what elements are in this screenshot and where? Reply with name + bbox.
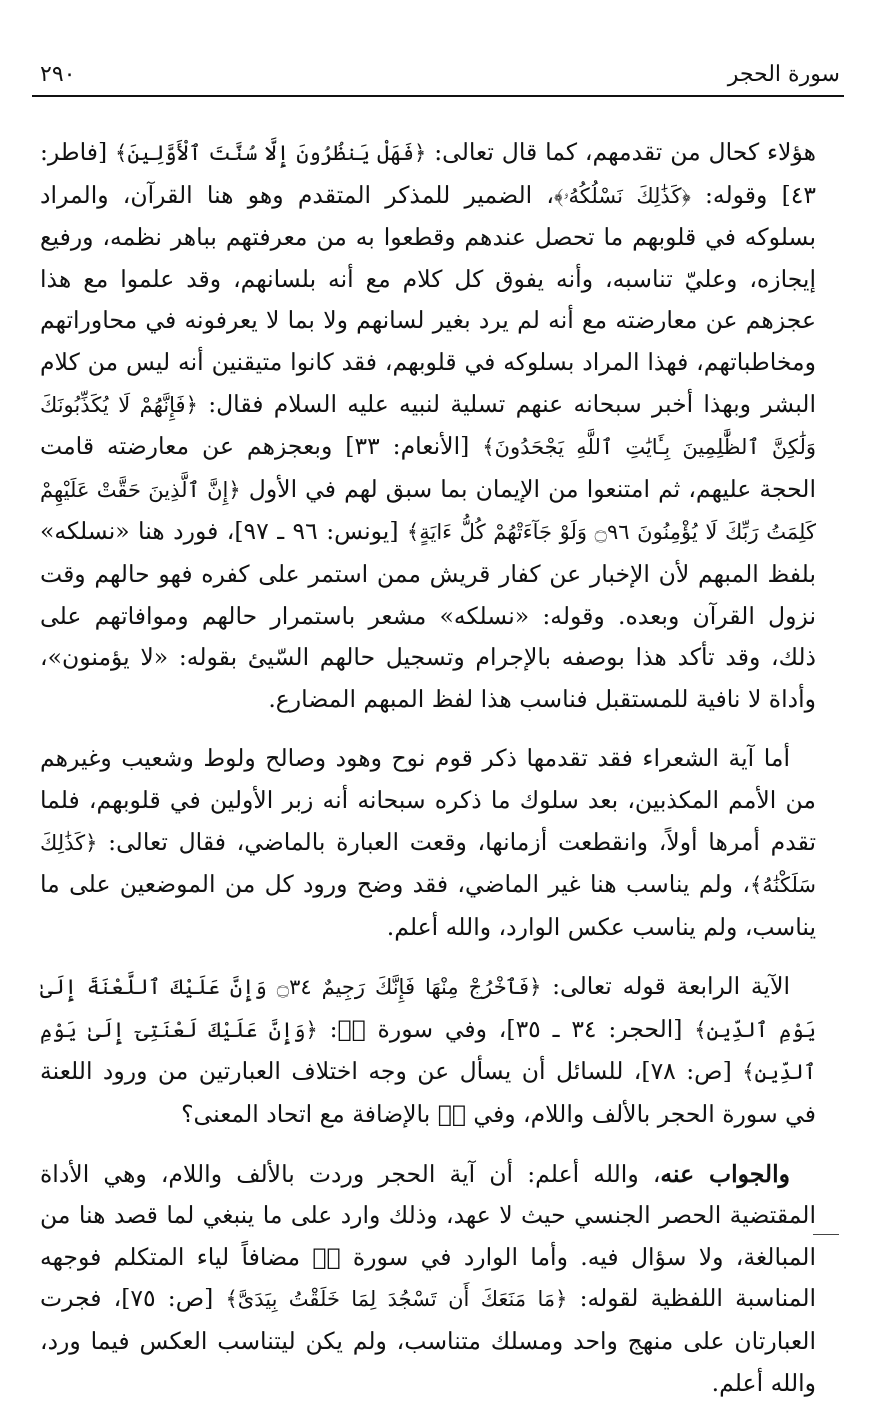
- quran-verse: ﴿فَٱخْرُجْ مِنْهَا فَإِنَّكَ رَجِيمٌ ۝٣٤ وَإِنَّ عَلَيْكَ ٱللَّعْنَةَ إِلَىٰ يَوْمِ ٱلدِّينِ﴾: [40, 975, 816, 1042]
- paragraph-p1: [40, 132, 816, 720]
- body-text: ، الضمير للمذكر المتقدم وهو هنا القرآن، والمراد بسلوكه في قلوبهم ما تحصل عندهم وقطعوا به من معرفتهم بباهر نظمه، ورفيع إيجازه، وعليّ تناسبه، وأنه يفوق كل كلام مع أنه بلسانهم، وقد علموا مع هذا عجزهم عن معارضته مع أنه لم يرد بغير لسانهم ولا بما لا يعرفونه في محاوراتهم ومخاطباتهم، فهذا المراد بسلوكه في قلوبهم، فقد كانوا متيقنين أنه ليس من كلام البشر وبهذا أخبر سبحانه عنهم تسلية لنبيه عليه السلام فقال:: [40, 180, 816, 418]
- quran-verse: ﴿وَإِنَّ عَلَيْكَ لَعْنَتِىٓ إِلَىٰ يَوْمِ ٱلدِّينِ﴾: [40, 1017, 817, 1085]
- page-header: [32, 56, 844, 92]
- bold-heading: والجواب عنه: [660, 1159, 790, 1188]
- quran-verse: ﴿كَذَٰلِكَ نَسْلُكُهُۥ﴾: [553, 183, 691, 208]
- margin-mark: [813, 1234, 839, 1235]
- quran-verse: ﴿فَهَلْ يَنظُرُونَ إِلَّا سُنَّتَ ٱلْأَوَّلِينَ﴾: [115, 141, 427, 165]
- paragraph-p3: [40, 966, 816, 1135]
- paragraph-p2: [40, 738, 816, 948]
- header-divider: [32, 95, 844, 97]
- body-text: هؤلاء كحال من تقدمهم، كما قال تعالى:: [426, 138, 816, 166]
- quran-verse: ﴿فَإِنَّهُمْ لَا يُكَذِّبُونَكَ وَلَٰكِنَّ ٱلظَّٰلِمِينَ بِـَٔايَٰتِ ٱللَّهِ يَجْحَدُونَ﴾: [40, 392, 816, 460]
- paragraph-p4: [40, 1154, 816, 1405]
- body-text: [ص: ٧٥]، فجرت العبارتان على منهج واحد ومسلك متناسب، ولم يكن ليتناسب العكس فيما ورد، والله أعلم.: [40, 1284, 816, 1397]
- body-text: [يونس: ٩٦ ـ ٩٧]، فورد هنا «نسلكه» بلفظ المبهم لأن الإخبار عن كفار قريش ممن استمر على كفره فهو حالهم وقت نزول القرآن وبعده. وقوله: «نسلكه» مشعر باستمرار حالهم وموافاتهم على ذلك، وقد تأكد هذا بوصفه بالإجرام وتسجيل حالهم السّيئ بقوله: «لا يؤمنون»، وأداة لا نافية للمستقبل فناسب هذا لفظ المبهم المضارع.: [40, 517, 816, 713]
- page-body: [40, 132, 816, 1422]
- body-text: ، ولم يناسب هنا غير الماضي، فقد وضح ورود كل من الموضعين على ما يناسب، ولم يناسب عكس الوارد، والله أعلم.: [40, 870, 816, 941]
- body-text: [ص: ٧٨]، للسائل أن يسأل عن وجه اختلاف العبارتين من ورود اللعنة في سورة الحجر بالألف واللام، وفي صۤ بالإضافة مع اتحاد المعنى؟: [40, 1057, 816, 1129]
- surah-title: سورة الحجر: [727, 62, 840, 87]
- body-text: الآية الرابعة قوله تعالى:: [541, 972, 790, 1001]
- body-text: [الحجر: ٣٤ ـ ٣٥]، وفي سورة صۤ:: [317, 1014, 695, 1043]
- body-text: [الأنعام: ٣٣] وبعجزهم عن معارضته قامت الحجة عليهم، ثم امتنعوا من الإيمان بما سبق لهم في الأول: [40, 432, 816, 503]
- page-number: ٢٩٠: [40, 62, 76, 87]
- body-text: أما آية الشعراء فقد تقدمها ذكر قوم نوح وهود وصالح ولوط وشعيب وغيرهم من الأمم المكذبين، بعد سلوك ما ذكره سبحانه أنه زبر الأولين في قلوبهم، فلما تقدم أمرها أولاً، وانقطعت أزمانها، وقعت العبارة بالماضي، فقال تعالى:: [40, 744, 816, 856]
- quran-verse: ﴿كَذَٰلِكَ سَلَكْنَٰهُ﴾: [40, 830, 816, 898]
- body-text: ، والله أعلم: أن آية الحجر وردت بالألف واللام، وهي الأداة المقتضية الحصر الجنسي حيث لا عهد، وذلك وارد على ما ينبغي لما قصد هنا من المبالغة، ولا سؤال فيه. وأما الوارد في سورة صۤ مضافاً لياء المتكلم فوجهه المناسبة اللفظية لقوله:: [40, 1159, 817, 1313]
- quran-verse: ﴿مَا مَنَعَكَ أَن تَسْجُدَ لِمَا خَلَقْتُ بِيَدَىَّ﴾: [225, 1287, 568, 1312]
- body-text: [فاطر: ٤٣] وقوله:: [40, 138, 816, 209]
- quran-verse: ﴿إِنَّ ٱلَّذِينَ حَقَّتْ عَلَيْهِمْ كَلِمَتُ رَبِّكَ لَا يُؤْمِنُونَ ۝٩٦ وَلَوْ جَآءَتْهُمْ كُلُّ ءَايَةٍ﴾: [40, 477, 816, 545]
